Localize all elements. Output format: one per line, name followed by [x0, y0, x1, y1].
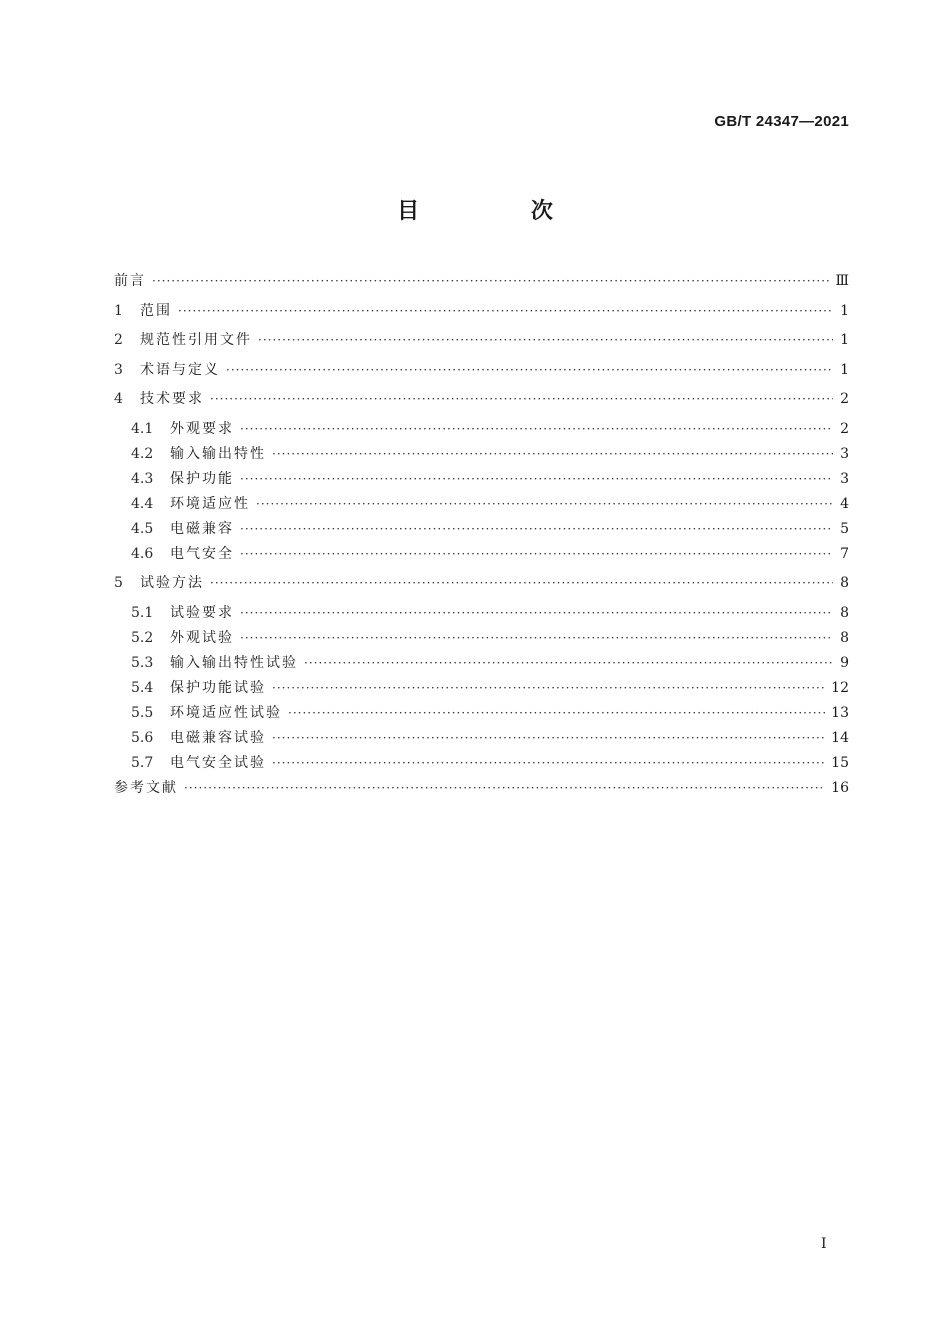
- table-of-contents: [114, 272, 849, 808]
- toc-entry-label: 参考文献: [114, 779, 178, 796]
- toc-entry-number: 3: [114, 361, 123, 378]
- toc-entry-page: 2: [840, 391, 849, 407]
- toc-entry-label: 输入输出特性试验: [170, 654, 298, 671]
- toc-entry-page: 1: [840, 302, 849, 319]
- toc-entry-page: 13: [831, 704, 849, 721]
- toc-entry-label: 规范性引用文件: [140, 332, 252, 348]
- toc-entry-label: 电气安全试验: [170, 754, 266, 771]
- toc-entry-page: Ⅲ: [835, 273, 849, 289]
- toc-entry-5-1[interactable]: [114, 604, 849, 629]
- toc-entry-3[interactable]: [114, 361, 849, 391]
- toc-entry-foreword[interactable]: [114, 272, 849, 302]
- toc-leader-dots: [272, 729, 825, 747]
- toc-entry-number: 5.2: [131, 629, 154, 646]
- toc-entry-number: 5.7: [131, 754, 154, 771]
- toc-entry-number: 5.6: [131, 729, 154, 746]
- toc-entry-page: 15: [831, 754, 849, 771]
- toc-entry-4-1[interactable]: [114, 420, 849, 445]
- toc-leader-dots: [240, 470, 833, 488]
- toc-leader-dots: [304, 654, 833, 672]
- toc-entry-label: 外观试验: [170, 629, 234, 646]
- toc-entry-page: 9: [840, 654, 849, 671]
- toc-entry-number: 5.3: [131, 654, 154, 671]
- toc-entry-1[interactable]: [114, 302, 849, 332]
- toc-entry-label: 保护功能: [170, 470, 234, 487]
- toc-leader-dots: [272, 679, 825, 697]
- toc-leader-dots: [258, 331, 833, 349]
- toc-leader-dots: [272, 754, 825, 772]
- toc-entry-page: 12: [831, 679, 849, 696]
- toc-entry-5-3[interactable]: [114, 654, 849, 679]
- toc-entry-page: 7: [840, 545, 849, 562]
- toc-entry-number: 5.1: [131, 604, 154, 621]
- toc-leader-dots: [240, 520, 833, 538]
- toc-entry-page: 1: [840, 361, 849, 378]
- toc-entry-label: 环境适应性试验: [170, 704, 282, 721]
- toc-entry-5-7[interactable]: [114, 754, 849, 779]
- toc-entry-4-6[interactable]: [114, 545, 849, 575]
- toc-leader-dots: [288, 704, 825, 722]
- toc-leader-dots: [226, 361, 833, 379]
- toc-entry-number: 5: [114, 575, 123, 591]
- page-number: Ⅰ: [821, 1236, 827, 1252]
- toc-entry-number: 4: [114, 391, 123, 407]
- toc-entry-label: 输入输出特性: [170, 445, 266, 462]
- toc-entry-page: 4: [840, 495, 849, 512]
- toc-entry-4-2[interactable]: [114, 445, 849, 470]
- toc-leader-dots: [152, 272, 829, 290]
- toc-leader-dots: [240, 545, 833, 563]
- toc-entry-4[interactable]: [114, 390, 849, 420]
- toc-leader-dots: [272, 445, 833, 463]
- toc-leader-dots: [256, 495, 833, 513]
- toc-entry-page: 3: [840, 445, 849, 462]
- toc-entry-label: 保护功能试验: [170, 679, 266, 696]
- document-code: GB/T 24347—2021: [714, 113, 849, 130]
- toc-entry-label: 术语与定义: [140, 361, 220, 378]
- toc-leader-dots: [240, 420, 833, 438]
- toc-entry-number: 5.4: [131, 679, 154, 696]
- toc-entry-label: 技术要求: [140, 391, 204, 407]
- toc-entry-label: 电气安全: [170, 545, 234, 562]
- toc-leader-dots: [240, 629, 833, 647]
- toc-entry-5-2[interactable]: [114, 629, 849, 654]
- toc-entry-4-5[interactable]: [114, 520, 849, 545]
- toc-entry-page: 8: [840, 604, 849, 621]
- toc-entry-5-4[interactable]: [114, 679, 849, 704]
- toc-entry-number: 4.3: [131, 470, 154, 487]
- toc-entry-label: 环境适应性: [170, 495, 250, 512]
- toc-entry-references[interactable]: [114, 779, 849, 809]
- toc-entry-label: 外观要求: [170, 420, 234, 437]
- toc-entry-4-3[interactable]: [114, 470, 849, 495]
- toc-entry-label: 试验要求: [170, 604, 234, 621]
- toc-leader-dots: [178, 302, 833, 320]
- toc-entry-number: 4.6: [131, 545, 154, 562]
- toc-entry-page: 8: [840, 629, 849, 646]
- toc-entry-page: 16: [831, 779, 849, 796]
- toc-entry-number: 4.4: [131, 495, 154, 512]
- toc-entry-5[interactable]: [114, 574, 849, 604]
- toc-entry-number: 2: [114, 332, 123, 348]
- toc-leader-dots: [184, 779, 825, 797]
- toc-entry-4-4[interactable]: [114, 495, 849, 520]
- toc-leader-dots: [210, 574, 833, 592]
- toc-entry-number: 4.5: [131, 520, 154, 537]
- toc-entry-page: 2: [840, 420, 849, 437]
- toc-leader-dots: [210, 390, 833, 408]
- toc-entry-5-6[interactable]: [114, 729, 849, 754]
- toc-entry-5-5[interactable]: [114, 704, 849, 729]
- toc-entry-number: 5.5: [131, 704, 154, 721]
- toc-entry-number: 1: [114, 302, 123, 319]
- toc-entry-label: 电磁兼容: [170, 520, 234, 537]
- toc-title: 目 次: [397, 199, 605, 224]
- toc-entry-page: 14: [831, 729, 849, 746]
- toc-entry-page: 3: [840, 470, 849, 487]
- toc-entry-2[interactable]: [114, 331, 849, 361]
- toc-entry-number: 4.2: [131, 445, 154, 462]
- toc-entry-page: 5: [840, 520, 849, 537]
- toc-entry-label: 前言: [114, 273, 146, 289]
- toc-entry-page: 8: [840, 575, 849, 591]
- toc-entry-number: 4.1: [131, 420, 154, 437]
- toc-leader-dots: [240, 604, 833, 622]
- toc-entry-label: 电磁兼容试验: [170, 729, 266, 746]
- toc-entry-label: 试验方法: [140, 575, 204, 591]
- toc-entry-label: 范围: [140, 302, 172, 319]
- toc-entry-page: 1: [840, 332, 849, 348]
